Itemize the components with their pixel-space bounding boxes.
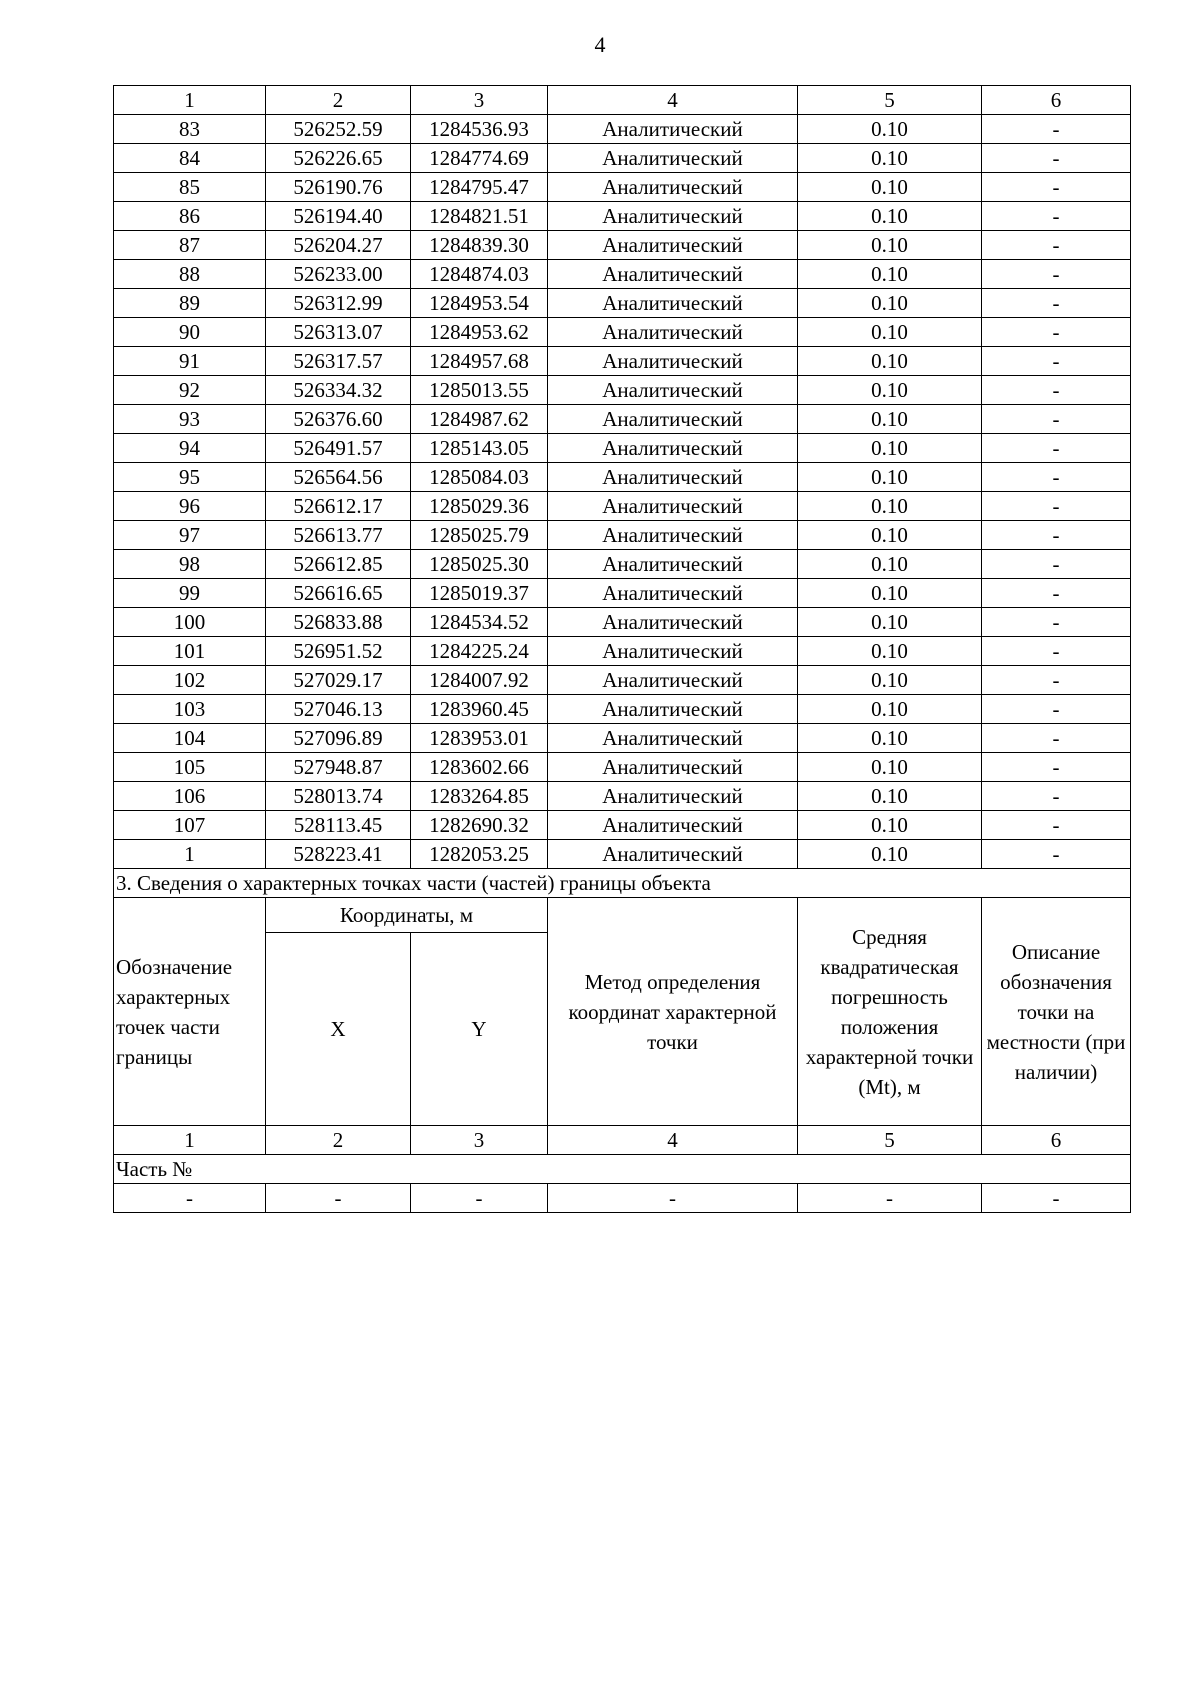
table-cell: 1284987.62 xyxy=(411,405,548,434)
table-cell: - xyxy=(982,202,1131,231)
table-cell: 84 xyxy=(114,144,266,173)
column-number: 1 xyxy=(114,1126,266,1155)
table-cell: 528113.45 xyxy=(266,811,411,840)
table-cell: 0.10 xyxy=(798,463,982,492)
table-cell: - xyxy=(548,1184,798,1213)
table-cell: 107 xyxy=(114,811,266,840)
table-cell: 85 xyxy=(114,173,266,202)
table-cell: 0.10 xyxy=(798,260,982,289)
table-row xyxy=(114,579,1131,608)
table-cell: 0.10 xyxy=(798,173,982,202)
table-cell: Аналитический xyxy=(548,202,798,231)
table-cell: 527046.13 xyxy=(266,695,411,724)
table-row xyxy=(114,521,1131,550)
table-cell: 526491.57 xyxy=(266,434,411,463)
table-cell: 1283602.66 xyxy=(411,753,548,782)
table-cell: - xyxy=(982,550,1131,579)
table-cell: 0.10 xyxy=(798,695,982,724)
table-cell: 526312.99 xyxy=(266,289,411,318)
table-cell: 0.10 xyxy=(798,782,982,811)
table-cell: Аналитический xyxy=(548,318,798,347)
table-cell: 1285013.55 xyxy=(411,376,548,405)
table-row xyxy=(114,695,1131,724)
part-label: Часть № xyxy=(114,1155,1131,1184)
table-cell: 1284774.69 xyxy=(411,144,548,173)
table-cell: 0.10 xyxy=(798,724,982,753)
empty-part-row xyxy=(114,1184,1131,1213)
table-cell: 528223.41 xyxy=(266,840,411,869)
table-cell: 100 xyxy=(114,608,266,637)
table-cell: 0.10 xyxy=(798,521,982,550)
table-cell: 1284874.03 xyxy=(411,260,548,289)
table-cell: Аналитический xyxy=(548,521,798,550)
table-cell: 90 xyxy=(114,318,266,347)
table-cell: - xyxy=(982,637,1131,666)
table-cell: - xyxy=(982,231,1131,260)
table-cell: 1284536.93 xyxy=(411,115,548,144)
column-number: 2 xyxy=(266,1126,411,1155)
table-cell: Аналитический xyxy=(548,434,798,463)
table-cell: 1285019.37 xyxy=(411,579,548,608)
table-cell: 1282690.32 xyxy=(411,811,548,840)
table-row xyxy=(114,405,1131,434)
table-cell: - xyxy=(982,289,1131,318)
table-cell: 0.10 xyxy=(798,666,982,695)
table-cell: 98 xyxy=(114,550,266,579)
table-cell: 1283953.01 xyxy=(411,724,548,753)
table-row xyxy=(114,318,1131,347)
table-cell: 96 xyxy=(114,492,266,521)
table-cell: Аналитический xyxy=(548,173,798,202)
table-cell: Аналитический xyxy=(548,405,798,434)
table-cell: 1283960.45 xyxy=(411,695,548,724)
column-number: 1 xyxy=(114,86,266,115)
table-cell: 0.10 xyxy=(798,318,982,347)
table-cell: 1284957.68 xyxy=(411,347,548,376)
table-cell: 103 xyxy=(114,695,266,724)
table-row xyxy=(114,782,1131,811)
table-cell: - xyxy=(982,492,1131,521)
table-row xyxy=(114,173,1131,202)
table-cell: 91 xyxy=(114,347,266,376)
table-cell: 94 xyxy=(114,434,266,463)
table-cell: 1284839.30 xyxy=(411,231,548,260)
table-cell: 526317.57 xyxy=(266,347,411,376)
table-cell: Аналитический xyxy=(548,695,798,724)
table-cell: - xyxy=(982,318,1131,347)
table-row xyxy=(114,637,1131,666)
header-error: Средняя квадратическая погрешность положения характерной точки (Mt), м xyxy=(798,898,982,1126)
header-point-designation: Обозначение характерных точек части границы xyxy=(114,898,266,1126)
table-cell: 86 xyxy=(114,202,266,231)
table-cell: 527096.89 xyxy=(266,724,411,753)
table-cell: 88 xyxy=(114,260,266,289)
table-cell: 1284795.47 xyxy=(411,173,548,202)
table-cell: 1282053.25 xyxy=(411,840,548,869)
table-cell: Аналитический xyxy=(548,840,798,869)
table-cell: Аналитический xyxy=(548,260,798,289)
table-cell: 526233.00 xyxy=(266,260,411,289)
table-cell: Аналитический xyxy=(548,666,798,695)
table-cell: 101 xyxy=(114,637,266,666)
table-cell: Аналитический xyxy=(548,753,798,782)
table-cell: 1285025.30 xyxy=(411,550,548,579)
table-cell: 87 xyxy=(114,231,266,260)
table-cell: - xyxy=(982,463,1131,492)
table-cell: 1283264.85 xyxy=(411,782,548,811)
table-cell: 1285029.36 xyxy=(411,492,548,521)
table-cell: 0.10 xyxy=(798,492,982,521)
table-cell: - xyxy=(982,1184,1131,1213)
table-row xyxy=(114,231,1131,260)
table-cell: Аналитический xyxy=(548,144,798,173)
table-cell: 1284007.92 xyxy=(411,666,548,695)
column-number-row xyxy=(114,86,1131,115)
table-cell: 526313.07 xyxy=(266,318,411,347)
table-cell: 92 xyxy=(114,376,266,405)
table-cell: 0.10 xyxy=(798,608,982,637)
table-cell: Аналитический xyxy=(548,492,798,521)
table-cell: 526616.65 xyxy=(266,579,411,608)
table-cell: 1284953.62 xyxy=(411,318,548,347)
table-row xyxy=(114,115,1131,144)
table-cell: Аналитический xyxy=(548,347,798,376)
header-method: Метод определения координат характерной точки xyxy=(548,898,798,1126)
table-cell: - xyxy=(114,1184,266,1213)
header-description: Описание обозначения точки на местности (при наличии) xyxy=(982,898,1131,1126)
table-cell: 1285143.05 xyxy=(411,434,548,463)
table-cell: 0.10 xyxy=(798,347,982,376)
table-cell: 526194.40 xyxy=(266,202,411,231)
table-cell: Аналитический xyxy=(548,782,798,811)
table-cell: 0.10 xyxy=(798,753,982,782)
table-cell: - xyxy=(982,840,1131,869)
table-cell: Аналитический xyxy=(548,231,798,260)
table-row xyxy=(114,753,1131,782)
table-cell: - xyxy=(411,1184,548,1213)
column-number: 4 xyxy=(548,86,798,115)
table-cell: 526252.59 xyxy=(266,115,411,144)
table-cell: 1284953.54 xyxy=(411,289,548,318)
table-cell: 104 xyxy=(114,724,266,753)
page-number: 4 xyxy=(594,32,606,57)
table-cell: - xyxy=(982,173,1131,202)
table-cell: 1285084.03 xyxy=(411,463,548,492)
table-cell: - xyxy=(982,521,1131,550)
header-y: Y xyxy=(411,933,548,1126)
table-cell: 527029.17 xyxy=(266,666,411,695)
table-cell: 95 xyxy=(114,463,266,492)
table-row xyxy=(114,463,1131,492)
table-row xyxy=(114,840,1131,869)
table-cell: 99 xyxy=(114,579,266,608)
table-row xyxy=(114,724,1131,753)
table-cell: - xyxy=(982,724,1131,753)
table-row xyxy=(114,434,1131,463)
table-cell: Аналитический xyxy=(548,608,798,637)
table-cell: 102 xyxy=(114,666,266,695)
table-cell: 1 xyxy=(114,840,266,869)
table-cell: - xyxy=(982,260,1131,289)
table-cell: 1284225.24 xyxy=(411,637,548,666)
table-cell: - xyxy=(982,579,1131,608)
table-cell: 526613.77 xyxy=(266,521,411,550)
table-cell: 0.10 xyxy=(798,115,982,144)
table-row xyxy=(114,376,1131,405)
table-cell: Аналитический xyxy=(548,115,798,144)
table-cell: 526612.17 xyxy=(266,492,411,521)
table-cell: - xyxy=(798,1184,982,1213)
table-cell: 89 xyxy=(114,289,266,318)
section-3-column-number-row xyxy=(114,1126,1131,1155)
table-cell: - xyxy=(982,753,1131,782)
table-row xyxy=(114,811,1131,840)
section-3-title-row xyxy=(114,869,1131,898)
column-number: 3 xyxy=(411,1126,548,1155)
table-row xyxy=(114,347,1131,376)
table-cell: 0.10 xyxy=(798,144,982,173)
table-cell: 105 xyxy=(114,753,266,782)
table-cell: 0.10 xyxy=(798,811,982,840)
table-cell: - xyxy=(982,666,1131,695)
table-cell: Аналитический xyxy=(548,811,798,840)
boundary-points-table xyxy=(113,85,1131,1213)
table-cell: 93 xyxy=(114,405,266,434)
column-number: 5 xyxy=(798,1126,982,1155)
table-cell: 1284821.51 xyxy=(411,202,548,231)
table-cell: - xyxy=(982,347,1131,376)
table-cell: 0.10 xyxy=(798,289,982,318)
header-coordinates: Координаты, м xyxy=(266,898,548,933)
section-3-title: 3. Сведения о характерных точках части (частей) границы объекта xyxy=(114,869,1131,898)
table-cell: 526376.60 xyxy=(266,405,411,434)
table-cell: 528013.74 xyxy=(266,782,411,811)
column-number: 6 xyxy=(982,1126,1131,1155)
column-number: 5 xyxy=(798,86,982,115)
table-cell: 0.10 xyxy=(798,405,982,434)
table-cell: - xyxy=(982,608,1131,637)
table-cell: 526334.32 xyxy=(266,376,411,405)
table-row xyxy=(114,492,1131,521)
table-cell: 0.10 xyxy=(798,637,982,666)
table-row xyxy=(114,260,1131,289)
column-number: 6 xyxy=(982,86,1131,115)
table-cell: Аналитический xyxy=(548,637,798,666)
table-cell: Аналитический xyxy=(548,550,798,579)
table-cell: - xyxy=(982,376,1131,405)
table-cell: - xyxy=(982,144,1131,173)
table-cell: - xyxy=(982,695,1131,724)
table-cell: 83 xyxy=(114,115,266,144)
table-cell: Аналитический xyxy=(548,376,798,405)
table-cell: 527948.87 xyxy=(266,753,411,782)
table-cell: - xyxy=(982,811,1131,840)
table-cell: 526204.27 xyxy=(266,231,411,260)
column-number: 4 xyxy=(548,1126,798,1155)
table-row xyxy=(114,202,1131,231)
table-cell: 526612.85 xyxy=(266,550,411,579)
table-cell: Аналитический xyxy=(548,463,798,492)
table-row xyxy=(114,144,1131,173)
table-cell: - xyxy=(982,115,1131,144)
table-cell: 526833.88 xyxy=(266,608,411,637)
part-label-row xyxy=(114,1155,1131,1184)
table-cell: - xyxy=(266,1184,411,1213)
table-cell: 526951.52 xyxy=(266,637,411,666)
table-cell: - xyxy=(982,782,1131,811)
table-cell: 0.10 xyxy=(798,231,982,260)
table-cell: 526226.65 xyxy=(266,144,411,173)
table-row xyxy=(114,550,1131,579)
table-cell: 0.10 xyxy=(798,376,982,405)
table-cell: 0.10 xyxy=(798,550,982,579)
table-cell: Аналитический xyxy=(548,579,798,608)
table-cell: 1284534.52 xyxy=(411,608,548,637)
table-cell: 526564.56 xyxy=(266,463,411,492)
table-cell: 0.10 xyxy=(798,840,982,869)
table-cell: 0.10 xyxy=(798,434,982,463)
table-cell: Аналитический xyxy=(548,289,798,318)
table-row xyxy=(114,608,1131,637)
table-cell: 0.10 xyxy=(798,202,982,231)
section-3-header-row-1 xyxy=(114,898,1131,933)
table-cell: - xyxy=(982,434,1131,463)
header-x: X xyxy=(266,933,411,1126)
column-number: 2 xyxy=(266,86,411,115)
table-cell: Аналитический xyxy=(548,724,798,753)
table-row xyxy=(114,289,1131,318)
table-cell: 0.10 xyxy=(798,579,982,608)
column-number: 3 xyxy=(411,86,548,115)
table-cell: 106 xyxy=(114,782,266,811)
table-cell: 1285025.79 xyxy=(411,521,548,550)
table-row xyxy=(114,666,1131,695)
table-cell: - xyxy=(982,405,1131,434)
table-cell: 526190.76 xyxy=(266,173,411,202)
table-cell: 97 xyxy=(114,521,266,550)
